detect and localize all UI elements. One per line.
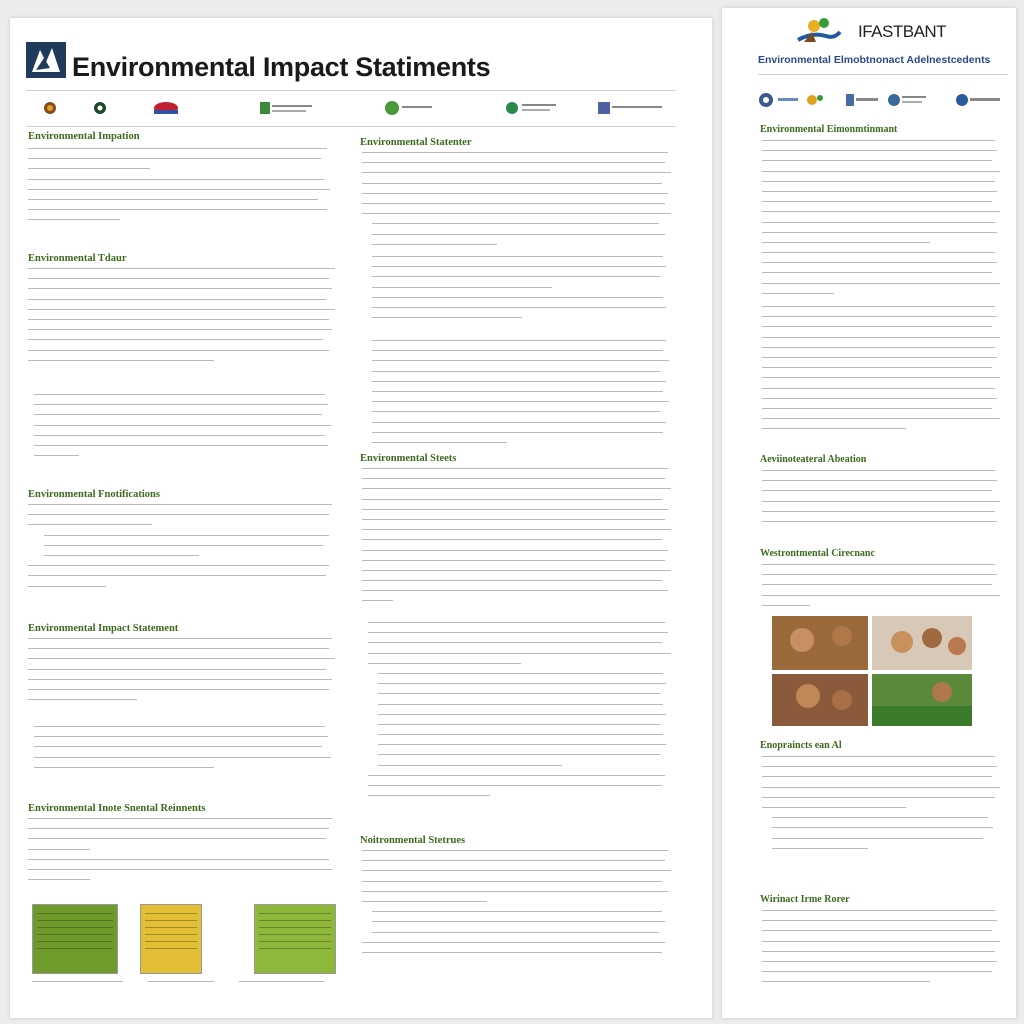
body-text: [372, 340, 672, 452]
body-text: [762, 306, 1002, 438]
section-heading: Environmental Fnotifications: [28, 489, 160, 500]
section-heading: Environmental Tdaur: [28, 253, 127, 264]
section-heading: Wirinact Irme Rorer: [760, 894, 850, 905]
section-heading: Environmental Impation: [28, 131, 140, 142]
right-header: Environmental Elmobtnonact Adelnestcedents: [758, 54, 991, 66]
body-text: [762, 140, 1002, 303]
body-text: [762, 564, 1002, 615]
partner-logo-icons: [758, 90, 1008, 110]
brand-logo-icon: [794, 14, 844, 48]
body-text: [762, 470, 1002, 531]
body-text: [34, 726, 334, 777]
brand-name: IFASTBANT: [858, 22, 947, 41]
body-text: [28, 268, 338, 370]
body-text: [34, 394, 334, 465]
body-text: [762, 756, 1002, 858]
body-text: [362, 152, 674, 254]
section-heading: Westrontmental Cirecnanc: [760, 548, 875, 559]
info-card-green: [32, 904, 118, 974]
left-page: [10, 18, 712, 1018]
section-heading: Environmental Inote Snental Reinnents: [28, 803, 206, 814]
section-heading: Environmental Impact Statement: [28, 623, 179, 634]
section-heading: Aeviinoteateral Abeation: [760, 454, 867, 465]
partner-logo-icons: [30, 98, 680, 120]
info-card-lime: [254, 904, 336, 974]
section-heading: Enopraincts ean Al: [760, 740, 842, 751]
section-heading: Environmental Eimonmtinmant: [760, 124, 898, 135]
body-text: [362, 468, 674, 611]
body-text: [372, 256, 672, 327]
info-card-yellow: [140, 904, 202, 974]
caption-text: [32, 978, 336, 996]
community-photo: [772, 616, 972, 726]
body-text: [28, 504, 338, 596]
section-heading: Environmental Steets: [360, 453, 457, 464]
body-text: [28, 818, 338, 889]
body-text: [762, 910, 1002, 992]
body-text: [28, 148, 333, 230]
document-title: Environmental Impact Statiments: [72, 52, 491, 82]
section-heading: Noitronmental Stetrues: [360, 835, 466, 846]
body-text: [368, 622, 674, 805]
document-logo-icon: [26, 42, 66, 78]
body-text: [362, 850, 674, 962]
right-page: [722, 8, 1016, 1018]
section-heading: Environmental Statenter: [360, 137, 472, 148]
body-text: [28, 638, 338, 709]
